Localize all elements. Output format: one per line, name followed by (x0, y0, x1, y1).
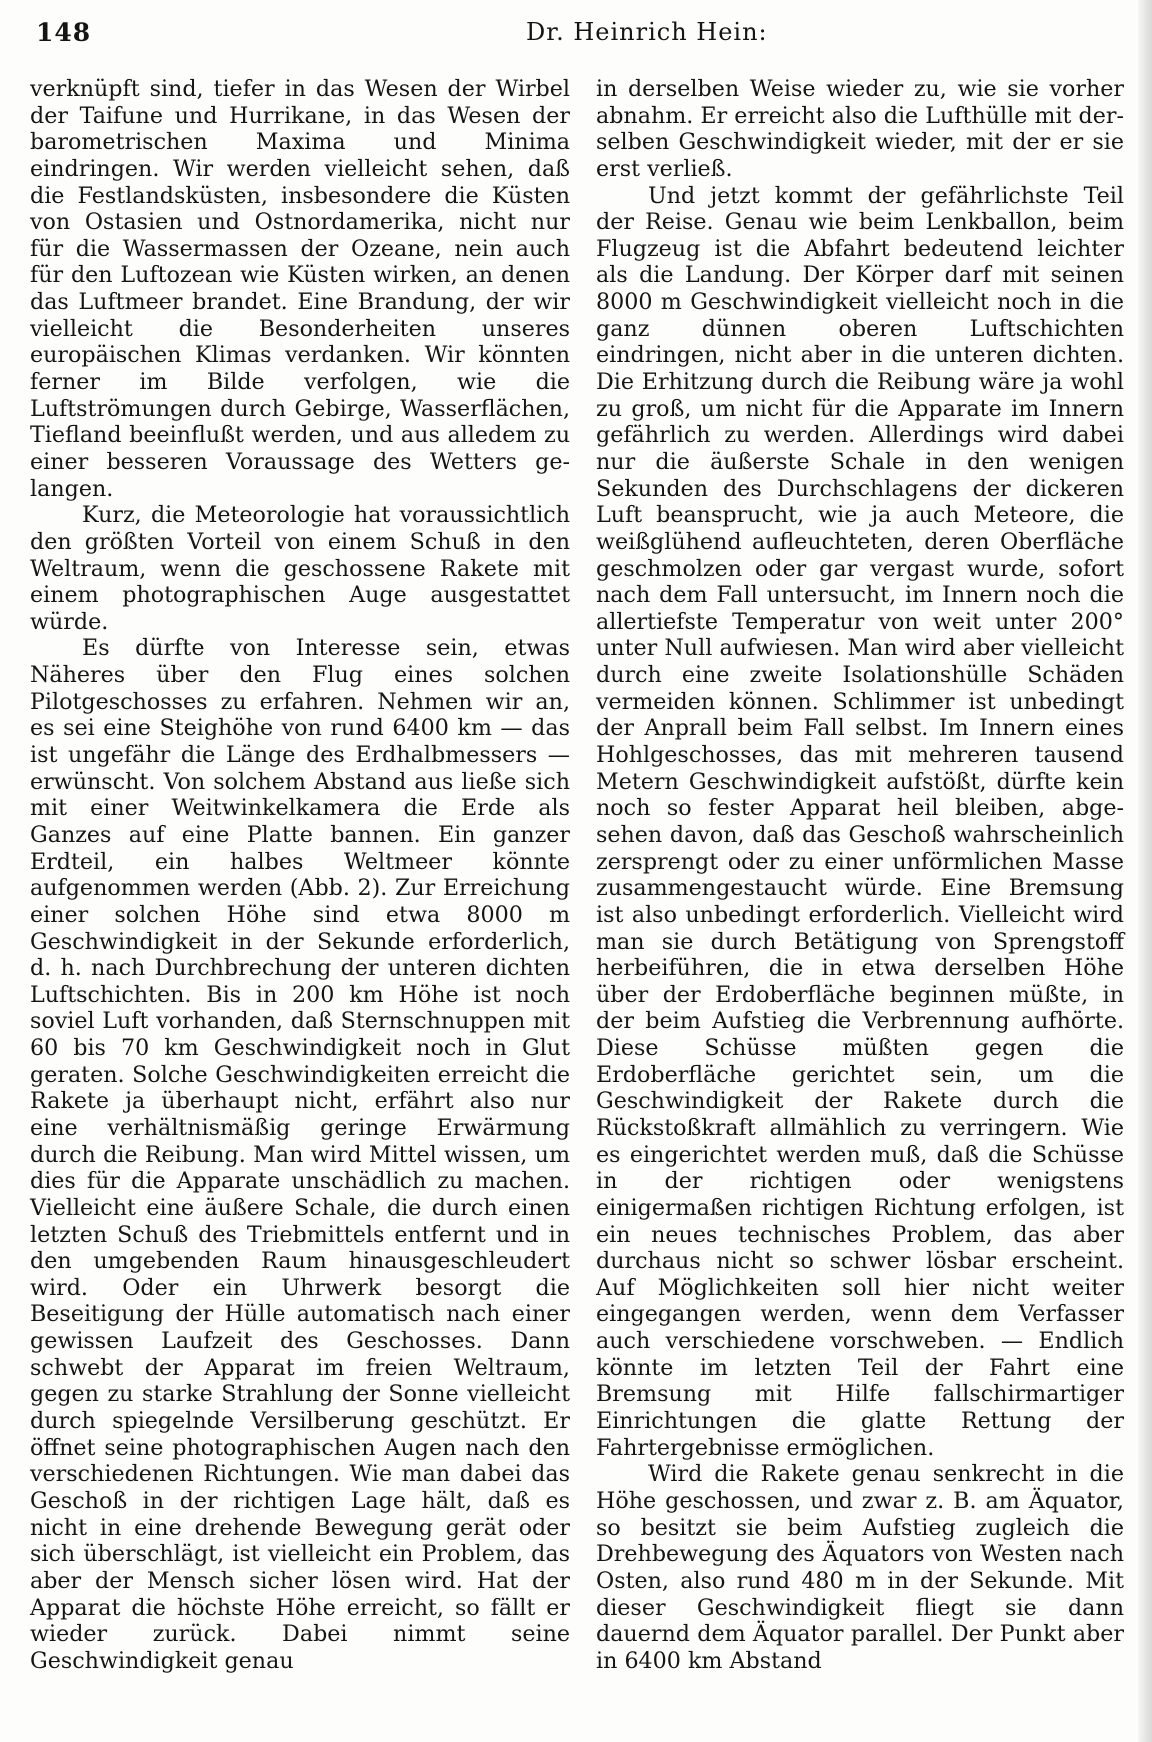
page-number: 148 (36, 18, 92, 47)
page-header (36, 18, 1116, 58)
paragraph: Wird die Rakete genau senkrecht in die Höhe geschossen, und zwar z. B. am Äquator, so besitzt sie beim Aufstieg zugleich die Drehbewegung des Äquators von Westen nach Osten, also rund 480 m in der Sekunde. Mit dieser Geschwindigkeit fliegt sie dann dauernd dem Äquator parallel. Der Punkt aber in 6400 km Abstand (596, 1461, 1124, 1674)
paragraph: in derselben Weise wieder zu, wie sie vorher abnahm. Er erreicht also die Lufthülle mit derselben Geschwindigkeit wieder, mit der er sie erst verließ. (596, 76, 1124, 182)
paragraph: Und jetzt kommt der gefährlichste Teil der Reise. Genau wie beim Lenkballon, beim Flugzeug ist die Abfahrt bedeutend leichter als die Landung. Der Körper darf mit seinen 8000 m Geschwindigkeit vielleicht noch in die ganz dünnen oberen Luftschichten eindringen, nicht aber in die unteren dichten. Die Erhitzung durch die Reibung wäre ja wohl zu groß, um nicht für die Apparate im Innern gefährlich zu werden. Allerdings wird dabei nur die äußerste Schale in den wenigen Sekunden des Durchschlagens der dickeren Luft beansprucht, wie ja auch Meteore, die weißglühend aufleuchteten, deren Oberfläche geschmolzen oder gar vergast wurde, sofort nach dem Fall untersucht, im Innern noch die allertiefste Temperatur von weit unter 200° unter Null aufwiesen. Man wird aber vielleicht durch eine zweite Isolationshülle Schäden vermeiden können. Schlimmer ist unbedingt der Anprall beim Fall selbst. Im Innern eines Hohlgeschosses, das mit mehreren tausend Metern Geschwindigkeit aufstößt, dürfte kein noch so fester Apparat heil bleiben, abgesehen davon, daß das Geschoß wahrscheinlich zersprengt oder zu einer unförmlichen Masse zusammengestaucht würde. Eine Bremsung ist also unbedingt erforderlich. Vielleicht wird man sie durch Betätigung von Sprengstoff herbeiführen, die in etwa derselben Höhe über der Erdoberfläche beginnen müßte, in der beim Aufstieg die Verbrennung aufhörte. Diese Schüsse müßten gegen die Erdoberfläche gerichtet sein, um die Geschwindigkeit der Rakete durch die Rückstoßkraft allmählich zu verringern. Wie es eingerichtet werden muß, daß die Schüsse in der richtigen oder wenigstens einigermaßen richtigen Richtung erfolgen, ist ein neues technisches Problem, das aber durchaus nicht so schwer lösbar erscheint. Auf Möglichkeiten soll hier nicht weiter eingegangen werden, wenn dem Verfasser auch verschiedene vorschweben. — Endlich könnte im letzten Teil der Fahrt eine Bremsung mit Hilfe fallschirmartiger Einrichtungen die glatte Rettung der Fahrtergebnisse ermöglichen. (596, 182, 1124, 1461)
right-column (596, 76, 1124, 1674)
paragraph: verknüpft sind, tiefer in das Wesen der Wirbel der Taifune und Hurrikane, in das Wesen der barometrischen Maxima und Minima eindringen. Wir werden vielleicht sehen, daß die Festlandsküsten, insbesondere die Küsten von Ostasien und Ostnordamerika, nicht nur für die Wassermassen der Ozeane, nein auch für den Luftozean wie Küsten wirken, an denen das Luftmeer brandet. Eine Brandung, der wir vielleicht die Besonderheiten unseres europäischen Klimas verdanken. Wir könnten ferner im Bilde verfolgen, wie die Luftströmungen durch Gebirge, Wasserflächen, Tiefland beeinflußt werden, und aus alledem zu einer besseren Voraussage des Wetters gelangen. (30, 76, 570, 502)
paragraph: Kurz, die Meteorologie hat voraussichtlich den größten Vorteil von einem Schuß in den Weltraum, wenn die geschossene Rakete mit einem photographischen Auge ausgestattet würde. (30, 502, 570, 635)
running-head: Dr. Heinrich Hein: (526, 18, 768, 46)
left-column (30, 76, 570, 1674)
scan-edge-shadow (1138, 0, 1152, 1742)
paragraph: Es dürfte von Interesse sein, etwas Näheres über den Flug eines solchen Pilotgeschosses zu erfahren. Nehmen wir an, es sei eine Steighöhe von rund 6400 km — das ist ungefähr die Länge des Erdhalbmessers — erwünscht. Von solchem Abstand aus ließe sich mit einer Weitwinkelkamera die Erde als Ganzes auf eine Platte bannen. Ein ganzer Erdteil, ein halbes Weltmeer könnte aufgenommen werden (Abb. 2). Zur Erreichung einer solchen Höhe sind etwa 8000 m Geschwindigkeit in der Sekunde erforderlich, d. h. nach Durchbrechung der unteren dichten Luftschichten. Bis in 200 km Höhe ist noch soviel Luft vorhanden, daß Sternschnuppen mit 60 bis 70 km Geschwindigkeit noch in Glut geraten. Solche Geschwindigkeiten erreicht die Rakete ja überhaupt nicht, erfährt also nur eine verhältnismäßig geringe Erwärmung durch die Reibung. Man wird Mittel wissen, um dies für die Apparate unschädlich zu machen. Vielleicht eine äußere Schale, die durch einen letzten Schuß des Triebmittels entfernt und in den umgebenden Raum hinausgeschleudert wird. Oder ein Uhrwerk besorgt die Beseitigung der Hülle automatisch nach einer gewissen Laufzeit des Geschosses. Dann schwebt der Apparat im freien Weltraum, gegen zu starke Strahlung der Sonne vielleicht durch spiegelnde Versilberung geschützt. Er öffnet seine photographischen Augen nach den verschiedenen Richtungen. Wie man dabei das Geschoß in der richtigen Lage hält, daß es nicht in eine drehende Bewegung gerät oder sich überschlägt, ist vielleicht ein Problem, das aber der Mensch sicher lösen wird. Hat der Apparat die höchste Höhe erreicht, so fällt er wieder zurück. Dabei nimmt seine Geschwindigkeit genau (30, 635, 570, 1674)
